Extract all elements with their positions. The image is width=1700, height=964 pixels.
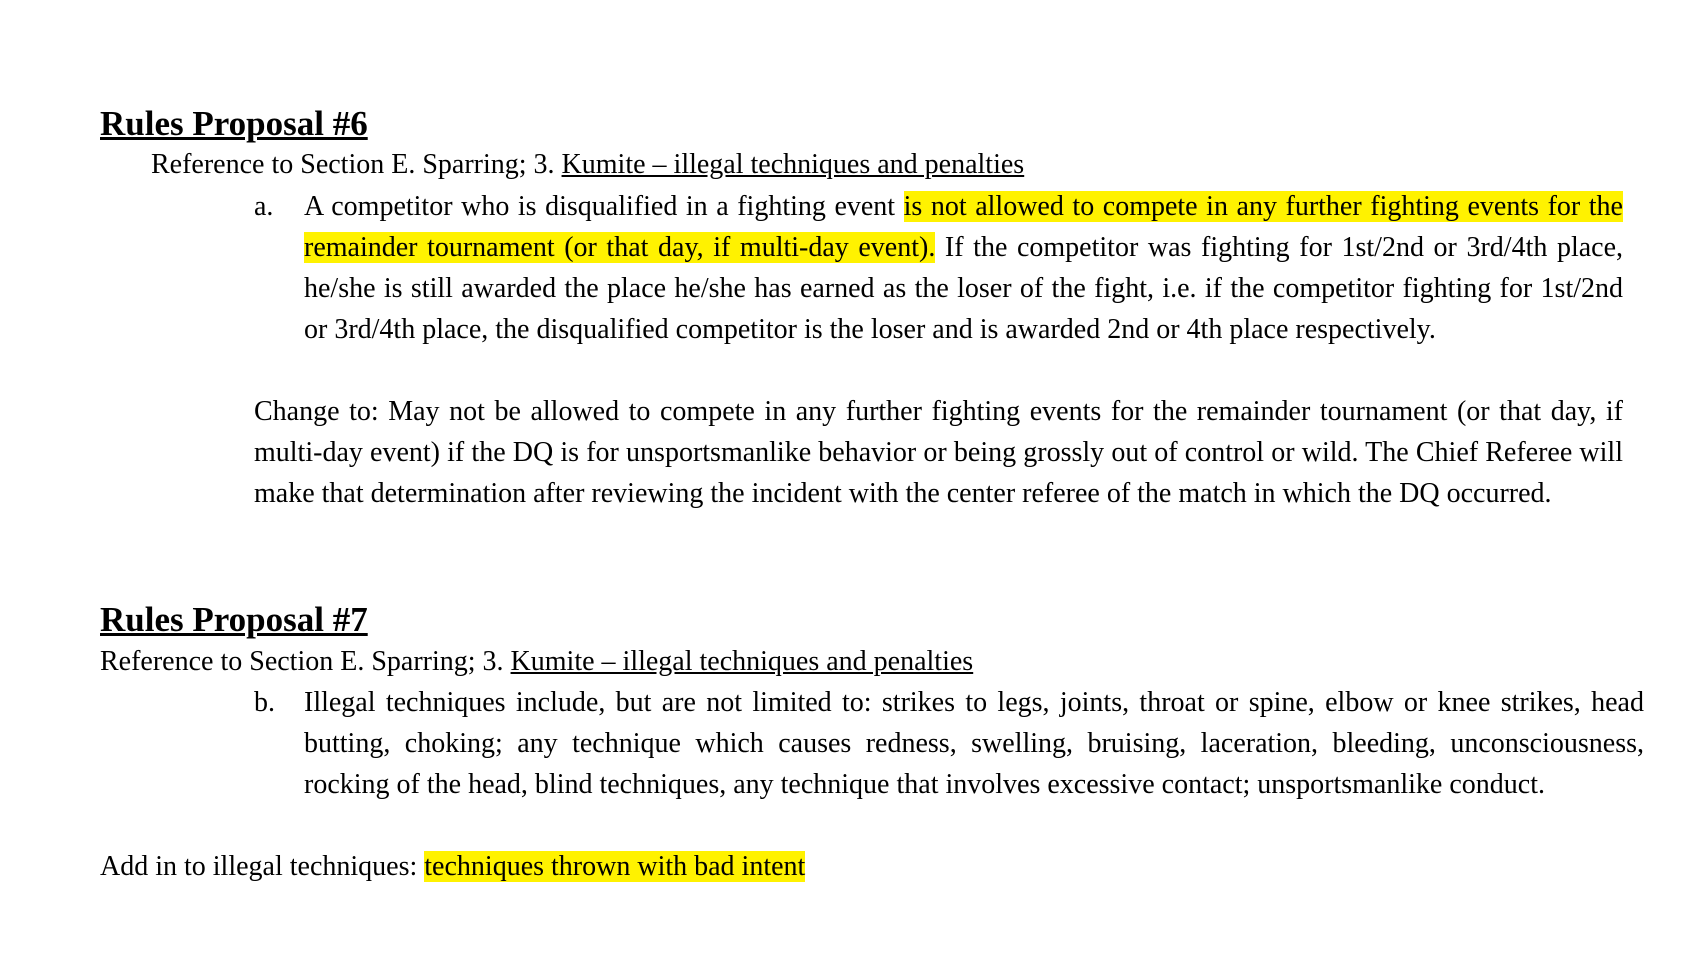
proposal-6-item-marker: a. xyxy=(254,191,274,222)
proposal-6-item-a xyxy=(304,186,1623,350)
proposal-7-reference-prefix: Reference to Section E. Sparring; 3. xyxy=(100,646,511,677)
proposal-6-item-text-1: A competitor who is disqualified in a fighting event xyxy=(304,191,904,222)
proposal-7-add-in-highlight: techniques thrown with bad intent xyxy=(424,851,806,882)
proposal-7-heading: Rules Proposal #7 xyxy=(100,600,368,639)
proposal-7-reference-section: Kumite – illegal techniques and penalties xyxy=(510,646,974,677)
proposal-6-item-highlight: is not allowed to compete in any further fighting events for the remainder tournament (or that day, if multi-day event). xyxy=(304,191,1623,263)
proposal-6-change-to: Change to: May not be allowed to compete in any further fighting events for the remainder tournament (or that day, if multi-day event) if the DQ is for unsportsmanlike behavior or being grossly out of control or wild. The Chief Referee will make that determination after reviewing the incident with the center referee of the match in which the DQ occurred. xyxy=(254,396,1623,509)
proposal-6-reference-prefix: Reference to Section E. Sparring; 3. xyxy=(151,149,562,180)
proposal-6-item-text-2: If the competitor was fighting for 1st/2nd or 3rd/4th place, he/she is still awarded the place he/she has earned as the loser of the fight, i.e. if the competitor fighting for 1st/2nd or 3rd/4th place, the disqualified competitor is the loser and is awarded 2nd or 4th place respectively. xyxy=(304,232,1624,345)
proposal-6-reference xyxy=(151,148,1024,182)
proposal-7-item-b: Illegal techniques include, but are not limited to: strikes to legs, joints, throat or spine, elbow or knee strikes, head butting, choking; any technique which causes redness, swelling, bruising, laceration, bleeding, unconsciousness, rocking of the head, blind techniques, any technique that involves excessive contact; unsportsmanlike conduct. xyxy=(304,687,1644,800)
proposal-6-heading: Rules Proposal #6 xyxy=(100,104,368,143)
proposal-7-add-in-prefix: Add in to illegal techniques: xyxy=(100,851,425,882)
proposal-7-add-in xyxy=(100,846,1500,887)
proposal-6-reference-section: Kumite – illegal techniques and penalties xyxy=(561,149,1025,180)
proposal-7-item-marker: b. xyxy=(254,687,275,718)
proposal-7-reference xyxy=(100,645,973,679)
